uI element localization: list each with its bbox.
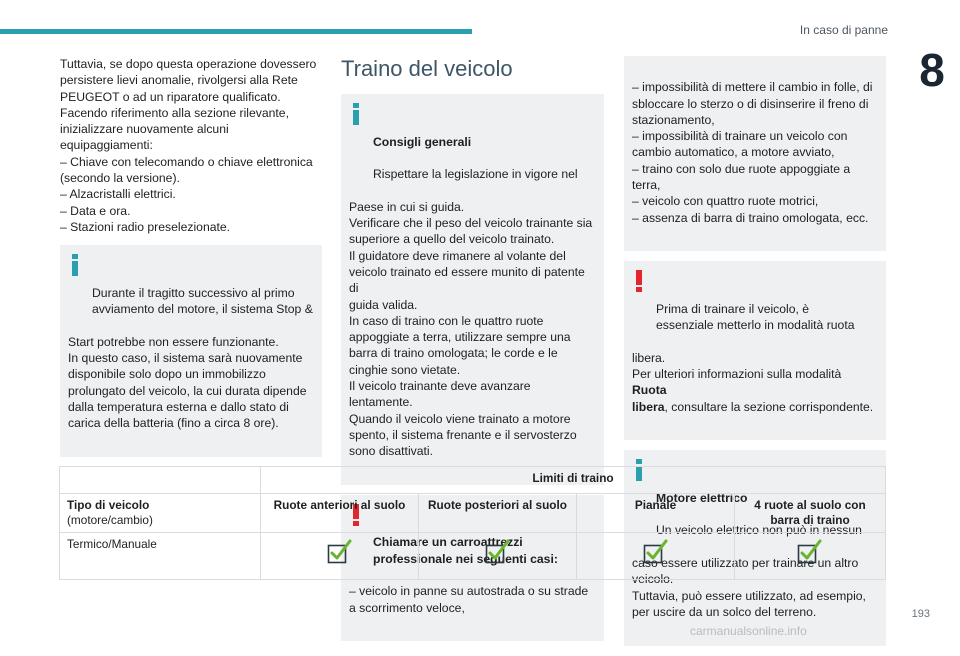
- warning-box-continued-text: – impossibilità di mettere il cambio in folle, di sbloccare lo sterzo o di disinserire il freno di stazionamento, – impossibilità di trainare un veicolo con cambio automatico, a motore avviato, – traino con solo due ruote appoggiate a terra, – veicolo con quattro ruote motrici, – assenza di barra di traino omologata, ecc.: [632, 80, 873, 225]
- warning-box-first-lines: Prima di trainare il veicolo, è essenziale metterlo in modalità ruota: [656, 301, 855, 333]
- warning-exclamation-icon: [632, 269, 646, 293]
- info-icon: [349, 102, 363, 126]
- checkmark-icon: [643, 539, 669, 565]
- table-row-label: Termico/Manuale: [60, 533, 261, 580]
- table-column-header: Ruote anteriori al suolo: [261, 494, 419, 533]
- column-1: [60, 56, 322, 467]
- table-vehicle-type-header: [60, 494, 261, 533]
- info-box-title: Motore elettrico: [656, 490, 748, 505]
- info-icon: [68, 253, 82, 277]
- table-row: [60, 533, 886, 580]
- warning-text-part-b: , consultare la sezione corrispondente.: [664, 399, 874, 414]
- header-accent-bar: [0, 29, 472, 34]
- warning-text-part-a: libera. Per ulteriori informazioni sulla modalità: [632, 350, 842, 382]
- info-box-general-advice: [341, 94, 604, 485]
- table-column-header-row: [60, 494, 886, 533]
- table-cell: [577, 533, 735, 580]
- warning-box-free-wheel: [624, 261, 886, 440]
- watermark: carmanualsonline.info: [690, 624, 807, 638]
- table-group-header: Limiti di traino: [261, 467, 886, 494]
- table-column-header: 4 ruote al suolo con barra di traino: [735, 494, 886, 533]
- warning-box-text: [632, 350, 878, 415]
- table-column-header: Pianale: [577, 494, 735, 533]
- free-wheel-reference: Ruota libera: [632, 383, 667, 414]
- vehicle-type-title: Tipo di veicolo: [67, 498, 150, 512]
- info-box-title: Consigli generali: [373, 134, 472, 149]
- table-group-header-row: [60, 467, 886, 494]
- intro-paragraph: Tuttavia, se dopo questa operazione dovessero persistere lievi anomalie, rivolgersi alla Rete PEUGEOT o ad un riparatore qualificato. Facendo riferimento alla sezione rilevante, inizializzare nuovamente alcuni equipaggiamenti: – Chiave con telecomando o chiave elettronica (secondo la versione). – Alzacristalli elettrici. – Data e ora. – Stazioni radio preselezionate.: [60, 57, 317, 234]
- info-box-text: caso essere utilizzato per trainare un altro veicolo. Tuttavia, può essere utilizzato, ad esempio, per uscire da un solco del terreno.: [632, 556, 866, 619]
- warning-box-title: Chiamare un carroattrezzi professionale nei seguenti casi:: [373, 535, 558, 566]
- page-title: Traino del veicolo: [341, 56, 513, 81]
- checkmark-icon: [327, 539, 353, 565]
- table-cell: [419, 533, 577, 580]
- towing-limits-table: [59, 466, 886, 580]
- info-box-stop-start: [60, 245, 322, 457]
- chapter-number: 8: [902, 42, 960, 98]
- table-cell: [735, 533, 886, 580]
- page-number: 193: [911, 608, 930, 620]
- table-empty-cell: [60, 467, 261, 494]
- table-column-header: Ruote posteriori al suolo: [419, 494, 577, 533]
- vehicle-type-subtitle: (motore/cambio): [67, 512, 153, 527]
- checkmark-icon: [797, 539, 823, 565]
- table-cell: [261, 533, 419, 580]
- warning-box-continued: [624, 56, 886, 251]
- info-box-first-line: Un veicolo elettrico non può in nessun: [656, 523, 862, 538]
- warning-box-text: – veicolo in panne su autostrada o su strade a scorrimento veloce,: [349, 584, 589, 615]
- info-box-first-line: Rispettare la legislazione in vigore nel: [373, 167, 578, 182]
- info-box-text: Start potrebbe non essere funzionante. In questo caso, il sistema sarà nuovamente disponibile solo dopo un immobilizzo prolungato del veicolo, la cui durata dipende dalla temperatura esterna e dallo stato di carica della batteria (fino a circa 8 ore).: [68, 334, 307, 431]
- info-box-text: Paese in cui si guida. Verificare che il peso del veicolo trainante sia superiore a quello del veicolo trainato. Il guidatore deve rimanere al volante del veicolo trainato ed essere munito di patente di guida valida. In caso di traino con le quattro ruote appoggiate a terra, utilizzare sempre una barra di traino omologata; le corde e le cinghie sono vietate. Il veicolo trainante deve avanzare lentamente. Quando il veicolo viene trainato a motore spento, il sistema frenante e il servosterzo sono disattivati.: [349, 199, 593, 459]
- info-box-first-lines: Durante il tragitto successivo al primo avviamento del motore, il sistema Stop &: [92, 285, 313, 317]
- checkmark-icon: [485, 539, 511, 565]
- section-title: In caso di panne: [799, 23, 888, 37]
